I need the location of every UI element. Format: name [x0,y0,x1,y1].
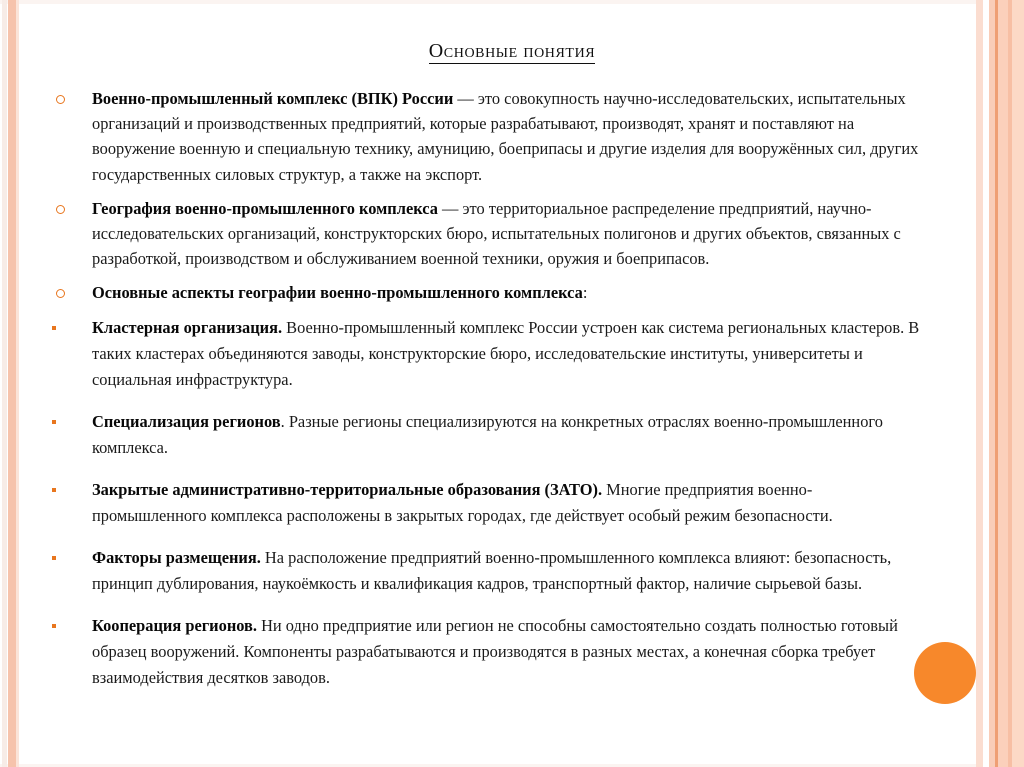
list-item-body: : [582,283,588,303]
right-border-stripes [976,0,1024,767]
list-item-text [92,545,926,597]
list-item-lead: География военно-промышленного комплекса [92,198,438,218]
square-dot-bullet-icon [40,409,68,434]
list-item-lead: Военно-промышленный комплекс (ВПК) России [92,89,454,108]
list-item-text [92,86,926,187]
list-item-lead: Факторы размещения. [92,547,261,567]
list-item-lead: Специализация регионов [92,411,281,431]
list-item-lead: Кластерная организация. [92,317,283,337]
list-item-text [92,196,926,272]
square-dot-bullet-icon [40,315,68,340]
list-item [46,86,926,187]
list-item-lead: Основные аспекты географии военно-промышленного комплекса [92,283,583,303]
list-item-body: Военно-промышленный комплекс России устроен как система региональных кластеров. В таких кластерах объединяются заводы, конструкторские бюро, исследовательские институты, университеты и социальная инфраструктура. [92,317,920,389]
list-item [46,280,926,305]
bullet-list [46,86,926,707]
square-dot-bullet-icon [40,613,68,638]
list-item-body: На расположение предприятий военно-промышленного комплекса влияют: безопасность, принцип дублирования, наукоёмкость и квалификация кадров, транспортный фактор, наличие сырьевой базы. [92,547,892,593]
list-item-lead: Кооперация регионов. [92,615,257,635]
list-item-text [92,477,926,529]
hollow-circle-bullet-icon [46,196,74,221]
list-item-lead: Закрытые административно-территориальные образования (ЗАТО). [92,479,603,499]
list-item-text [92,280,926,305]
list-item-text [92,613,926,691]
hollow-circle-bullet-icon [46,86,74,111]
list-item [46,545,926,597]
list-item-body: Многие предприятия военно-промышленного комплекса расположены в закрытых городах, где действует особый режим безопасности. [92,479,833,525]
slide-title-text: Основные понятия [428,40,596,62]
list-item-body: — это территориальное распределение предприятий, научно-исследовательских организаций, конструкторских бюро, испытательных полигонов и других объектов, связанных с разработкой, производством и обслуживанием военной техники, оружия и боеприпасов. [92,198,901,269]
list-item [46,409,926,461]
list-item-body: . Разные регионы специализируются на конкретных отраслях военно-промышленного комплекса. [92,411,883,457]
square-dot-bullet-icon [40,477,68,502]
top-border-stripe [0,0,1024,4]
list-item [46,196,926,272]
list-item-body: Ни одно предприятие или регион не способны самостоятельно создать полностью готовый образец вооружений. Компоненты разрабатываются и производятся в разных местах, а конечная сборка требует взаимодействия десятков заводов. [92,615,898,687]
left-border-stripes [0,0,22,767]
hollow-circle-bullet-icon [46,280,74,305]
list-item [46,315,926,393]
slide-title [0,40,1024,63]
list-item-text [92,409,926,461]
list-item-text [92,315,926,393]
list-item-body: — это совокупность научно-исследовательских, испытательных организаций и производственных предприятий, которые разрабатывают, производят, хранят и поставляют на вооружение военную и специальную технику, амуницию, боеприпасы и другие изделия для вооружённых сил, других государственных силовых структур, а также на экспорт. [92,89,919,184]
square-dot-bullet-icon [40,545,68,570]
list-item [46,477,926,529]
list-item [46,613,926,691]
